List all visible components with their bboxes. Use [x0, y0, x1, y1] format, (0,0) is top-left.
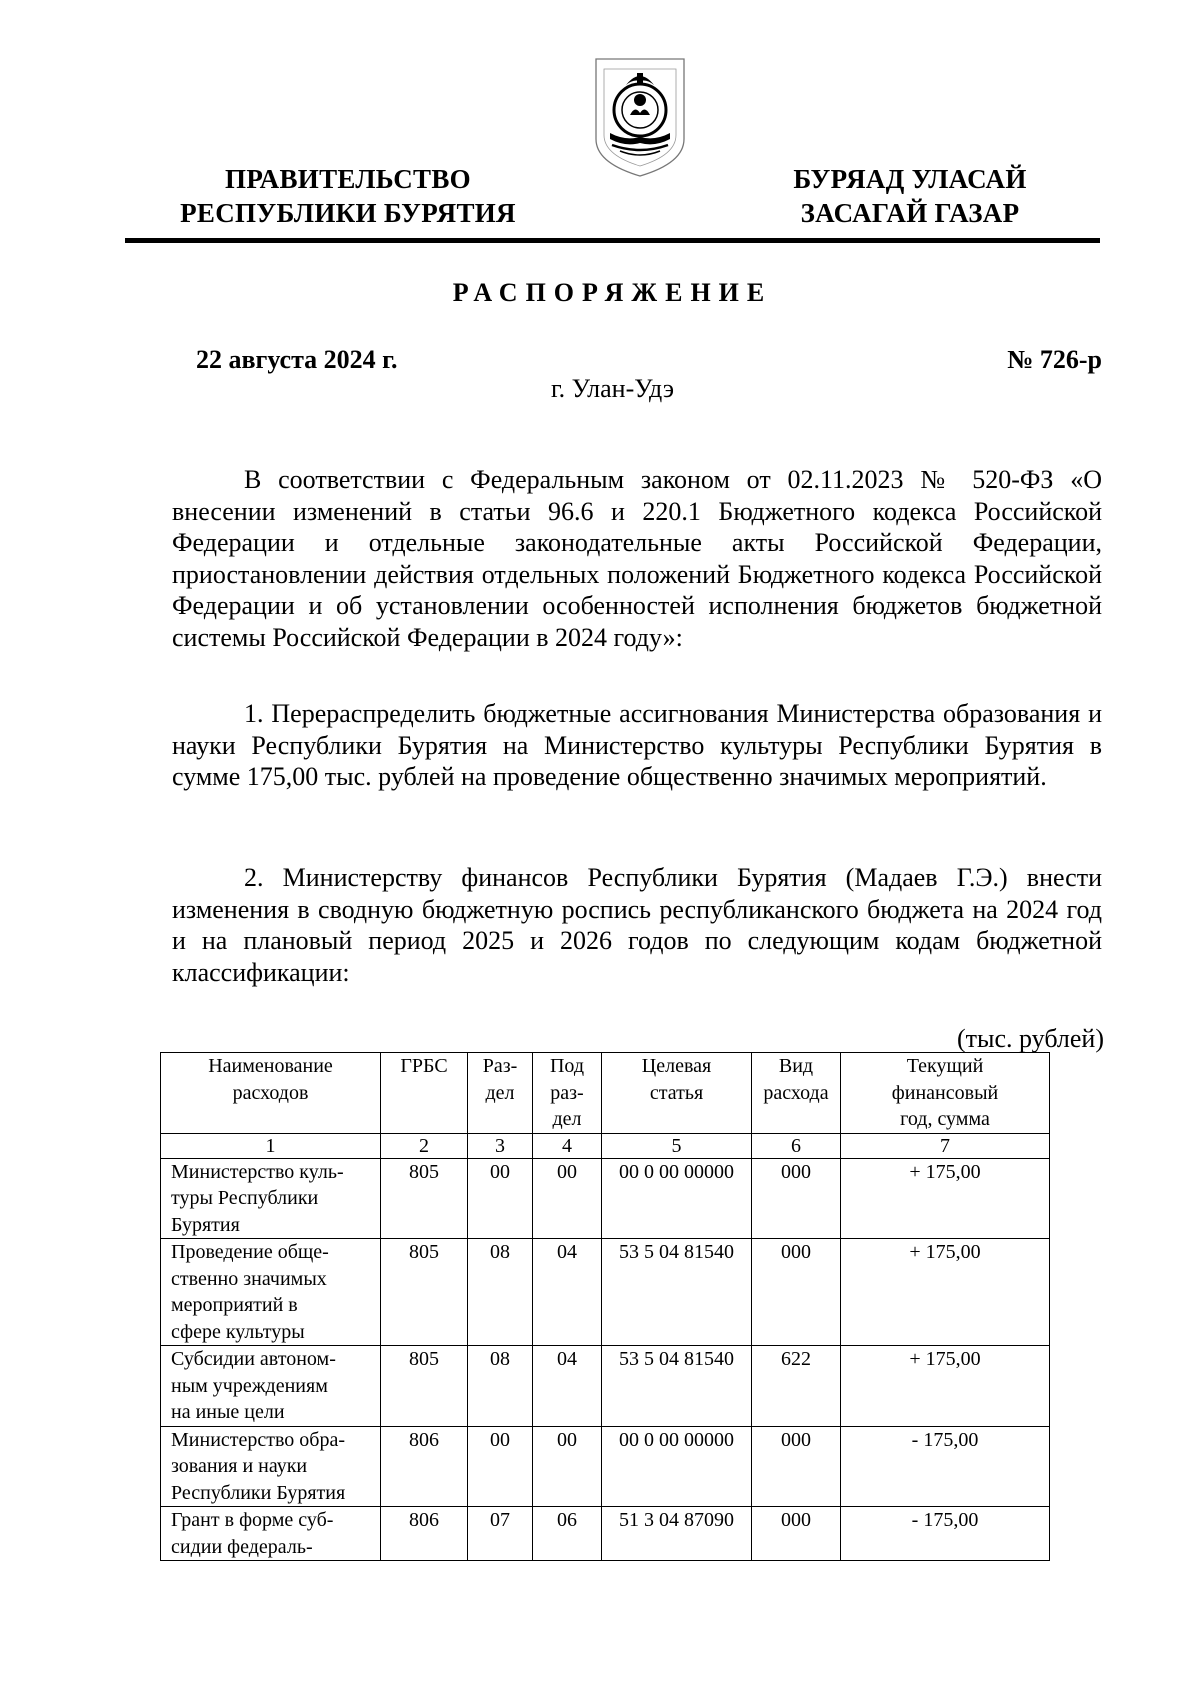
- row-grbs: 805: [381, 1158, 468, 1239]
- header-left-line-2: РЕСПУБЛИКИ БУРЯТИЯ: [180, 198, 516, 228]
- row-sum: - 175,00: [841, 1507, 1050, 1561]
- coat-of-arms-icon: [590, 55, 690, 180]
- header-divider: [125, 238, 1100, 243]
- item-1-paragraph: 1. Перераспределить бюджетные ассигнования Министерства образования и науки Республики Бурятия на Министерство культуры Республики Бурятия в сумме 175,00 тыс. рублей на проведение общественно значимых мероприятий.: [172, 699, 1102, 791]
- row-sum: + 175,00: [841, 1346, 1050, 1427]
- row-razdel: 08: [468, 1346, 533, 1427]
- row-sum: + 175,00: [841, 1158, 1050, 1239]
- row-csr: 53 5 04 81540: [602, 1239, 752, 1346]
- row-razdel: 00: [468, 1158, 533, 1239]
- row-sum: - 175,00: [841, 1426, 1050, 1507]
- row-name: Грант в форме суб- сидии федераль-: [161, 1507, 381, 1561]
- document-city: г. Улан-Удэ: [550, 374, 675, 403]
- table-row: [161, 1239, 1050, 1346]
- row-name: Проведение обще- ственно значимых мероприятий в сфере культуры: [161, 1239, 381, 1346]
- document-date: 22 августа 2024 г.: [196, 345, 398, 374]
- row-razdel: 00: [468, 1426, 533, 1507]
- header-right-line-1: БУРЯАД УЛАСАЙ: [793, 164, 1027, 194]
- document-title: РАСПОРЯЖЕНИЕ: [452, 278, 773, 307]
- header-right: [760, 162, 1060, 230]
- header-cell-name: Наименование расходов: [161, 1053, 381, 1134]
- row-csr: 00 0 00 00000: [602, 1426, 752, 1507]
- table-units: (тыс. рублей): [956, 1024, 1104, 1053]
- row-podrazdel: 06: [533, 1507, 602, 1561]
- row-sum: + 175,00: [841, 1239, 1050, 1346]
- table-header-row: [161, 1053, 1050, 1134]
- row-name: Министерство куль- туры Республики Бурятия: [161, 1158, 381, 1239]
- row-podrazdel: 00: [533, 1426, 602, 1507]
- header-cell-csr: Целевая статья: [602, 1053, 752, 1134]
- header-cell-razdel: Раз- дел: [468, 1053, 533, 1134]
- row-vr: 000: [752, 1507, 841, 1561]
- table-row: [161, 1507, 1050, 1561]
- row-razdel: 07: [468, 1507, 533, 1561]
- table-index-row: 1 2 3 4 5 6 7: [161, 1133, 1050, 1158]
- header-cell-sum: Текущий финансовый год, сумма: [841, 1053, 1050, 1134]
- row-grbs: 806: [381, 1426, 468, 1507]
- header-left: [168, 162, 528, 230]
- row-name: Министерство обра- зования и науки Республики Бурятия: [161, 1426, 381, 1507]
- header-right-line-2: ЗАСАГАЙ ГАЗАР: [800, 198, 1020, 228]
- header-cell-podrazdel: Под раз- дел: [533, 1053, 602, 1134]
- table-row: [161, 1426, 1050, 1507]
- item-2-paragraph: 2. Министерству финансов Республики Бурятия (Мадаев Г.Э.) внести изменения в сводную бюджетную роспись республиканского бюджета на 2024 год и на плановый период 2025 и 2026 годов по следующим кодам бюджетной классификации:: [172, 863, 1102, 987]
- budget-table: [160, 1052, 1050, 1561]
- row-csr: 53 5 04 81540: [602, 1346, 752, 1427]
- row-csr: 00 0 00 00000: [602, 1158, 752, 1239]
- row-name: Субсидии автоном- ным учреждениям на иные цели: [161, 1346, 381, 1427]
- row-podrazdel: 04: [533, 1239, 602, 1346]
- row-grbs: 805: [381, 1239, 468, 1346]
- table-row: [161, 1346, 1050, 1427]
- row-razdel: 08: [468, 1239, 533, 1346]
- preamble-paragraph: В соответствии с Федеральным законом от 02.11.2023 № 520-ФЗ «О внесении изменений в статьи 96.6 и 220.1 Бюджетного кодекса Российской Федерации и отдельные законодательные акты Российской Федерации, приостановлении действия отдельных положений Бюджетного кодекса Российской Федерации и об установлении особенностей исполнения бюджетов бюджетной системы Российской Федерации в 2024 году»:: [172, 465, 1102, 652]
- row-vr: 000: [752, 1239, 841, 1346]
- row-csr: 51 3 04 87090: [602, 1507, 752, 1561]
- row-podrazdel: 04: [533, 1346, 602, 1427]
- header-left-line-1: ПРАВИТЕЛЬСТВО: [225, 164, 471, 194]
- row-vr: 622: [752, 1346, 841, 1427]
- row-vr: 000: [752, 1426, 841, 1507]
- header-cell-grbs: ГРБС: [381, 1053, 468, 1134]
- table-row: [161, 1158, 1050, 1239]
- row-vr: 000: [752, 1158, 841, 1239]
- document-number: № 726-р: [1007, 345, 1102, 374]
- row-grbs: 806: [381, 1507, 468, 1561]
- row-grbs: 805: [381, 1346, 468, 1427]
- header-cell-vr: Вид расхода: [752, 1053, 841, 1134]
- row-podrazdel: 00: [533, 1158, 602, 1239]
